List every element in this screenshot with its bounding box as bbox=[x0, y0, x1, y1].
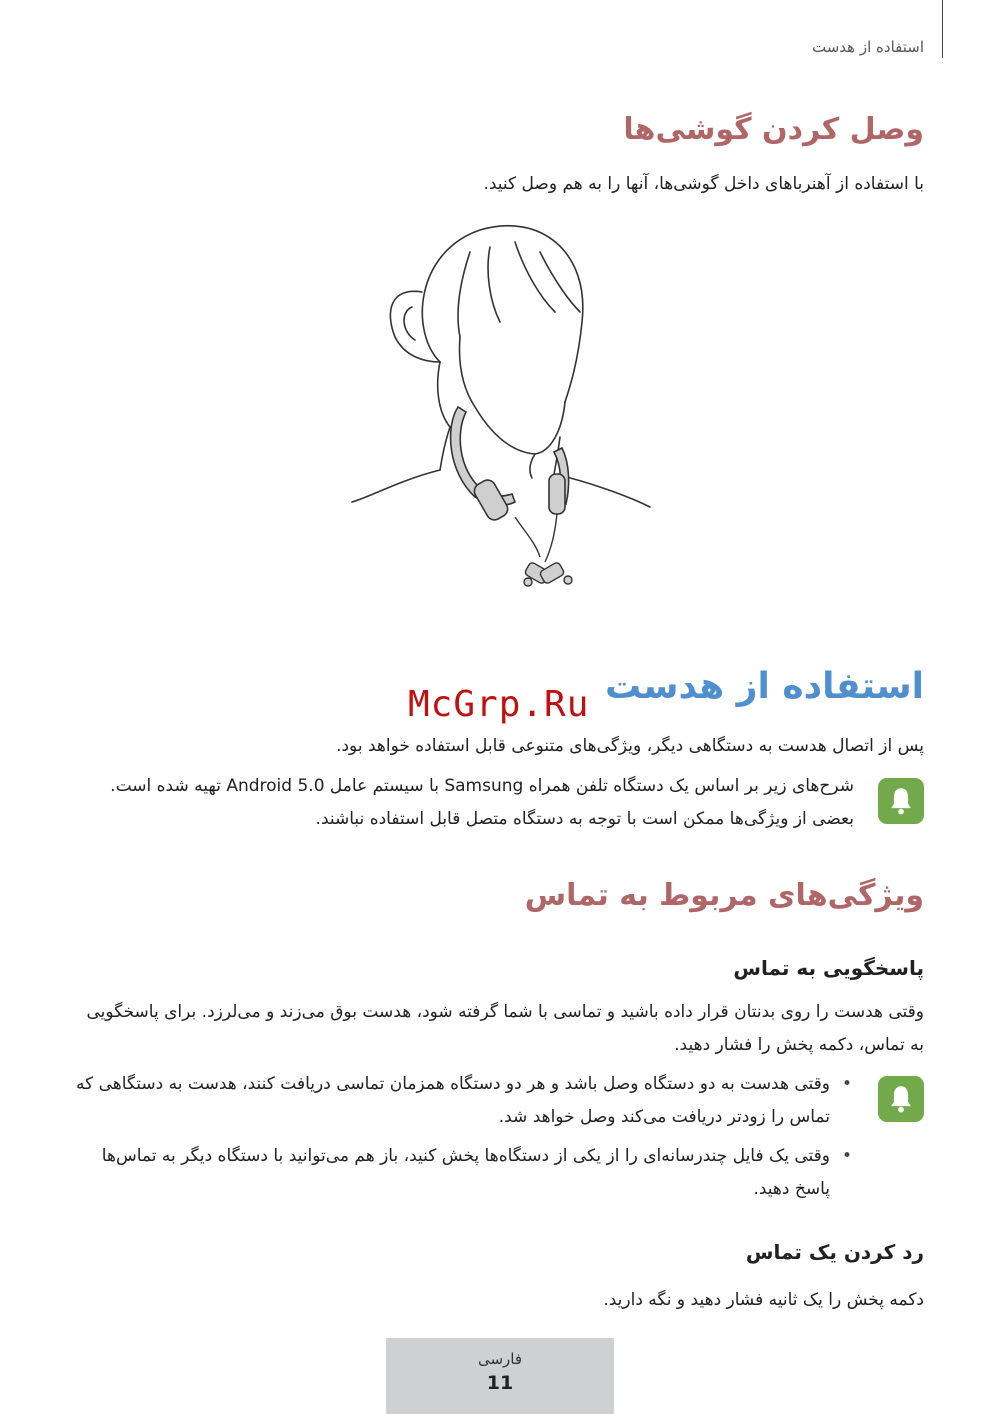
list-item: • وقتی یک فایل چندرسانه‌ای را از یکی از دستگاه‌ها پخش کنید، باز هم می‌توانید با دستگاه دیگر به تماس‌ها پاسخ دهید. bbox=[72, 1140, 852, 1206]
section-heading-connect: وصل کردن گوشی‌ها bbox=[623, 112, 924, 147]
section-text-connect: با استفاده از آهنرباهای داخل گوشی‌ها، آنها را به هم وصل کنید. bbox=[483, 174, 924, 194]
answer-notes-list bbox=[72, 1068, 852, 1206]
page-number: 11 bbox=[486, 1372, 514, 1394]
text-answer-call: وقتی هدست را روی بدنتان قرار داده باشید و تماسی با شما گرفته شود، هدست بوق می‌زند و می‌لرزد. برای پاسخگویی به تماس، دکمه پخش را فشار دهید. bbox=[86, 1002, 924, 1055]
note-text-using: شرح‌های زیر بر اساس یک دستگاه تلفن همراه Samsung با سیستم عامل Android 5.0 تهیه شده است. بعضی از ویژگی‌ها ممکن است با توجه به دستگاه متصل قابل استفاده نباشند. bbox=[110, 776, 854, 829]
list-item: • وقتی هدست به دو دستگاه وصل باشد و هر دو دستگاه همزمان تماسی دریافت کنند، هدست به دستگاهی که تماس را زودتر دریافت می‌کند وصل خواهد شد. bbox=[72, 1068, 852, 1134]
section-heading-calls: ویژگی‌های مربوط به تماس bbox=[524, 878, 924, 913]
section-text-using: پس از اتصال هدست به دستگاهی دیگر، ویژگی‌های متنوعی قابل استفاده خواهد بود. bbox=[336, 736, 924, 756]
subheading-answer-call: پاسخگویی به تماس bbox=[733, 956, 924, 980]
section-heading-using: استفاده از هدست bbox=[605, 666, 924, 707]
bell-icon bbox=[884, 1082, 918, 1116]
page-footer bbox=[386, 1338, 614, 1414]
header-divider bbox=[942, 0, 943, 58]
subheading-reject-call: رد کردن یک تماس bbox=[745, 1240, 924, 1264]
footer-language: فارسی bbox=[477, 1350, 523, 1368]
note-bell-icon bbox=[878, 1076, 924, 1122]
note-bell-icon bbox=[878, 778, 924, 824]
bell-icon bbox=[884, 784, 918, 818]
text-reject-call: دکمه پخش را یک ثانیه فشار دهید و نگه دارید. bbox=[603, 1290, 924, 1310]
running-header: استفاده از هدست bbox=[812, 38, 924, 56]
watermark: McGrp.Ru bbox=[408, 684, 590, 725]
headset-wearer-illustration bbox=[340, 212, 670, 602]
